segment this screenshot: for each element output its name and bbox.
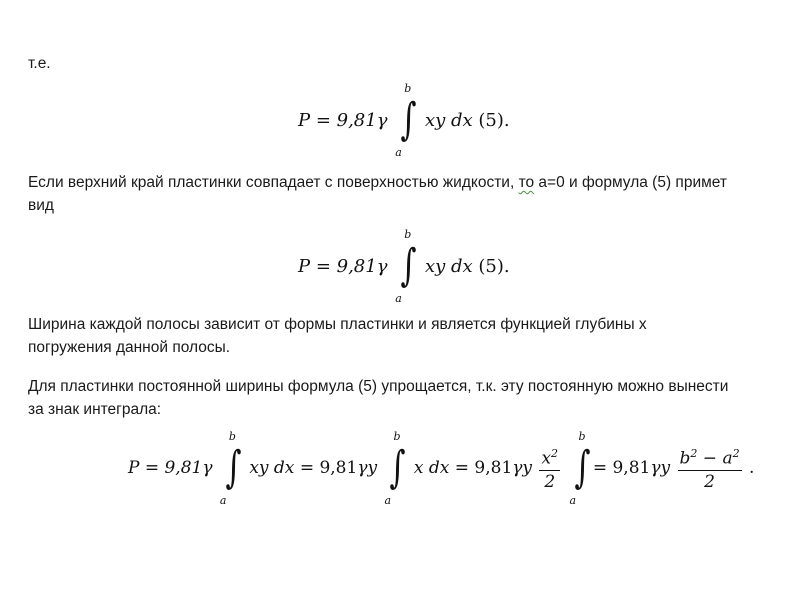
fraction-x2-over-2: [539, 444, 560, 492]
integral-sign: ∫ b a: [395, 228, 417, 305]
fraction-numerator-b-exponent: 2: [690, 447, 698, 461]
formula-3-gy-a: γy: [357, 458, 378, 478]
evaluation-lower-limit: a: [569, 494, 576, 507]
formula-2-ref: (5).: [478, 255, 510, 277]
formula-3-eq-a: = 9,81: [299, 458, 358, 478]
intro-text: т.е.: [28, 55, 51, 72]
formula-1-gamma: γ: [376, 109, 388, 131]
paragraph-3-line1: Для пластинки постоянной ширины формула (5) упрощается, т.к. эту постоянную можно вынести: [28, 378, 729, 395]
paragraph-2: [28, 313, 647, 359]
integral-lower-limit: a: [384, 494, 392, 507]
integral-lower-limit: a: [395, 146, 402, 159]
formula-3-term2: x dx: [413, 458, 450, 478]
fraction-numerator-b: b: [679, 448, 691, 469]
integral-sign: ∫ b a: [395, 82, 417, 159]
evaluation-bar: ∫ b a: [569, 430, 591, 507]
paragraph-3: [28, 375, 728, 421]
paragraph-3-line2: за знак интеграла:: [28, 401, 162, 418]
formula-1-integrand: xy dx: [424, 109, 473, 131]
formula-3: [128, 430, 755, 507]
integral-upper-limit: b: [228, 430, 236, 443]
paragraph-1-line2: вид: [28, 197, 54, 214]
integral-lower-limit: a: [395, 292, 402, 305]
paragraph-1-spellcheck-word: то: [518, 174, 535, 191]
formula-3-lhs: P = 9,81: [128, 458, 203, 478]
formula-1: [298, 82, 510, 159]
paragraph-2-line2: погружения данной полосы.: [28, 339, 231, 356]
formula-1-ref: (5).: [478, 109, 510, 131]
formula-3-eq-b: = 9,81: [454, 458, 513, 478]
fraction-denominator: 2: [544, 471, 556, 492]
integral-upper-limit: b: [393, 430, 401, 443]
fraction-denominator: 2: [704, 471, 715, 492]
paragraph-1-text-b: a=0 и формула (5) примет: [534, 174, 727, 191]
fraction-numerator-a-exponent: 2: [732, 447, 740, 461]
formula-3-eq-c: = 9,81: [592, 458, 651, 478]
paragraph-2-line1: Ширина каждой полосы зависит от формы пластинки и является функцией глубины x: [28, 316, 647, 333]
evaluation-upper-limit: b: [578, 430, 586, 443]
formula-1-lhs: P = 9,81: [298, 109, 377, 131]
formula-2-integrand: xy dx: [424, 255, 473, 277]
fraction-numerator-base: x: [541, 448, 552, 469]
paragraph-1-text-a: Если верхний край пластинки совпадает с поверхностью жидкости,: [28, 174, 519, 191]
formula-3-end: .: [749, 458, 755, 478]
integral-upper-limit: b: [404, 82, 412, 95]
integral-lower-limit: a: [219, 494, 227, 507]
formula-3-gy-c: γy: [650, 458, 671, 478]
integral-upper-limit: b: [404, 228, 412, 241]
formula-2-lhs: P = 9,81: [298, 255, 377, 277]
integral-sign: ∫ b a: [219, 430, 242, 507]
integral-sign: ∫ b a: [384, 430, 406, 507]
fraction-numerator-minus: −: [697, 448, 723, 469]
formula-3-gy-b: γy: [512, 458, 533, 478]
formula-3-gamma: γ: [202, 458, 213, 478]
fraction-b2-minus-a2-over-2: [678, 444, 742, 492]
fraction-numerator-exponent: 2: [551, 447, 559, 461]
fraction-numerator-a: a: [722, 448, 733, 469]
formula-3-term1: xy dx: [249, 458, 295, 478]
formula-2-gamma: γ: [376, 255, 388, 277]
formula-2: [298, 228, 510, 305]
paragraph-1: [28, 171, 727, 217]
